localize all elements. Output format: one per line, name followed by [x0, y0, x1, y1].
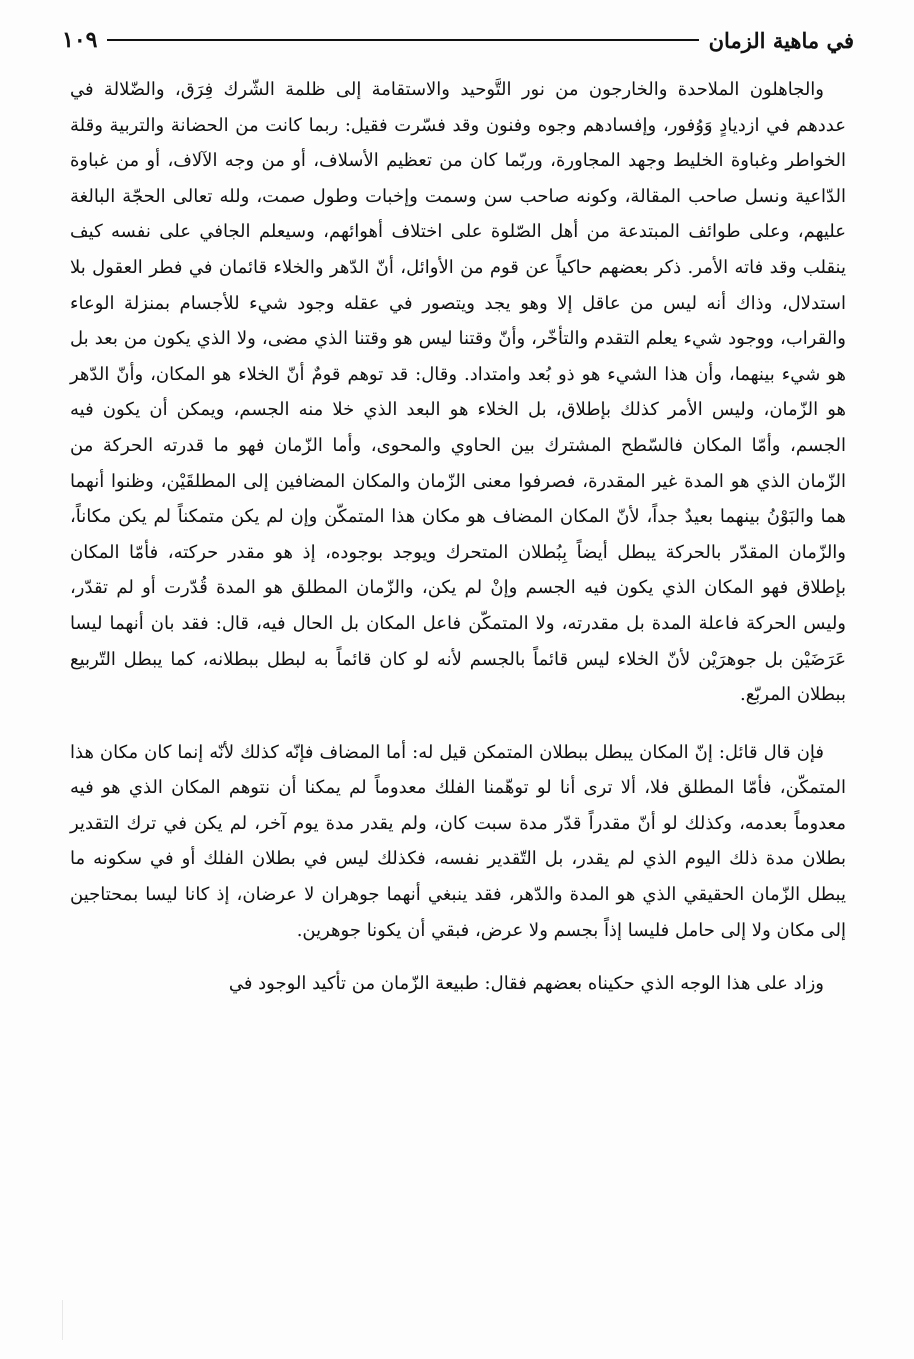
- running-header: [62, 18, 854, 62]
- header-rule: [107, 39, 698, 41]
- paragraph-3: وزاد على هذا الوجه الذي حكيناه بعضهم فقال: طبيعة الزّمان من تأكيد الوجود في: [228, 973, 824, 995]
- page-number: ١٠٩: [62, 27, 98, 53]
- paragraph-2: فإن قال قائل: إنّ المكان يبطل ببطلان المتمكن قيل له: أما المضاف فإنّه كذلك لأنّه إنما كان مكان هذا المتمكّن، فأمّا المطلق فلا، ألا ترى أنا لو توهّمنا الفلك معدوماً لم يمكنا أن نتوهم المكان الذي هو فيه معدوماً بعدمه، وكذلك لو أنّ مقدراً قدّر مدة سبت كان، ولم يقدر مدة يوم آخر، لم يكن في ترك التقدير بطلان مدة ذلك اليوم الذي لم يقدر، بل التّقدير نفسه، فكذلك ليس في بطلان الفلك أو في سكونه ما يبطل الزّمان الحقيقي الذي هو المدة والدّهر، فقد ينبغي أنهما جوهران لا عرضان، إذ كانا ليسا بمحتاجين إلى مكان ولا إلى حامل فليسا إذاً بجسم ولا عرض، فبقي أن يكونا جوهرين.: [70, 741, 846, 941]
- running-header-title: في ماهية الزمان: [708, 27, 854, 53]
- paper-edge-mark: [62, 1300, 63, 1340]
- paragraph-1: والجاهلون الملاحدة والخارجون من نور التَّوحيد والاستقامة إلى ظلمة الشّرك فِرَق، والضّلالة في عددهم في ازديادٍ وَوُفور، وإفسادهم وجوه وفنون وقد فسّرت فقيل: ربما كانت من الحضانة والتربية وقلة الخواطر وغباوة الخليط وجهد المجاورة، وربّما كان من تعظيم الأسلاف، أو من وجه الآلاف، أو من غباوة الدّاعية ونسل صاحب المقالة، وكونه صاحب سن وسمت وإخبات وطول صمت، ولله تعالى الحجّة البالغة عليهم، وعلى طوائف المبتدعة من أهل الصّلوة على اختلاف أهوائهم، وسيعلم الجافي على نفسه كيف ينقلب وقد فاته الأمر. ذكر بعضهم حاكياً عن قوم من الأوائل، أنّ الدّهر والخلاء قائمان في فطر العقول بلا استدلال، وذاك أنه ليس من عاقل إلا وهو يجد ويتصور في عقله وجود شيء للأجسام بمنزلة الوعاء والقراب، ووجود شيء يعلم التقدم والتأخّر، وأنّ وقتنا ليس هو وقتنا الذي مضى، ولا الذي يكون من بعد بل هو شيء بينهما، وأن هذا الشيء هو ذو بُعد وامتداد. وقال: قد توهم قومٌ أنّ الخلاء هو المكان، وأنّ الدّهر هو الزّمان، وليس الأمر كذلك بإطلاق، بل الخلاء هو البعد الذي خلا منه الجسم، ويمكن أن يكون فيه الجسم، وأمّا المكان فالسّطح المشترك بين الحاوي والمحوى، وأما الزّمان فهو ما قدرته الحركة من الزّمان الذي هو المدة غير المقدرة، فصرفوا معنى الزّمان والمكان المضافين إلى المطلقَيْن، وظنوا أنهما هما والبَوْنُ بينهما بعيدٌ جداً، لأنّ المكان المضاف هو مكان هذا المتمكّن وإن لم يكن متمكناً لم يكن مكاناً، والزّمان المقدّر بالحركة يبطل أيضاً بِبُطلان المتحرك ويوجد بوجوده، إذ هو مقدر حركته، فأمّا المكان بإطلاق فهو المكان الذي يكون فيه الجسم وإنْ لم يكن، والزّمان المطلق هو المدة قُدّرت أو لم تقدّر، وليس الحركة فاعلة المدة بل مقدرته، ولا المتمكّن فاعل المكان بل الحال فيه، قال: فقد بان أنهما ليسا عَرَضَيْن بل جوهرَيْن لأنّ الخلاء ليس قائماً بالجسم لأنه لو كان قائماً به لبطل ببطلانه، كما يبطل التّربيع ببطلان المربّع.: [70, 79, 846, 706]
- body-text: [70, 72, 846, 1002]
